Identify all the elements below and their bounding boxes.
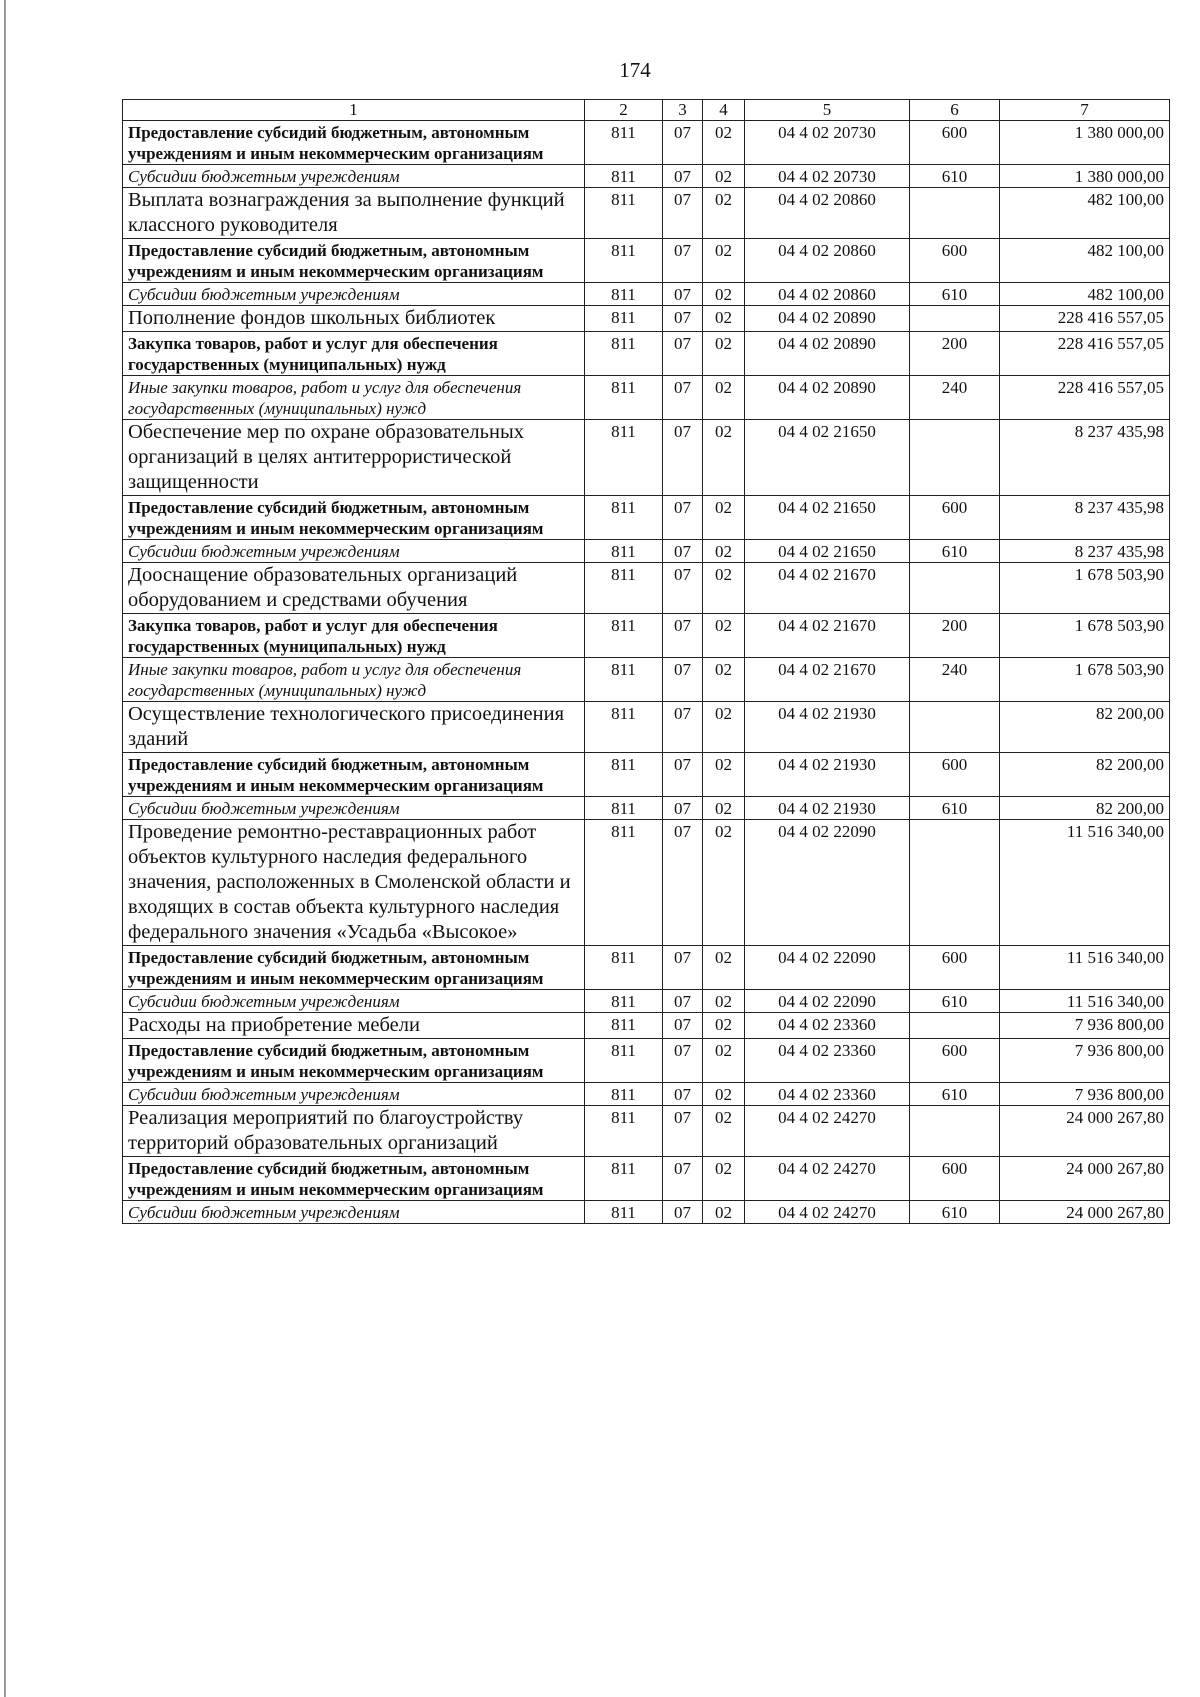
section-code: 07 xyxy=(663,1039,703,1083)
table-row xyxy=(123,820,1170,946)
budget-table xyxy=(122,99,1170,1224)
ministry-code: 811 xyxy=(585,563,663,614)
amount-value: 11 516 340,00 xyxy=(1000,990,1170,1013)
expense-item-name: Субсидии бюджетным учреждениям xyxy=(123,1083,585,1106)
ministry-code: 811 xyxy=(585,165,663,188)
expense-item-name: Закупка товаров, работ и услуг для обеспечения государственных (муниципальных) нужд xyxy=(123,614,585,658)
section-code: 07 xyxy=(663,283,703,306)
expense-item-name: Осуществление технологического присоединения зданий xyxy=(123,702,585,753)
ministry-code: 811 xyxy=(585,496,663,540)
table-row xyxy=(123,990,1170,1013)
table-row xyxy=(123,702,1170,753)
amount-value: 228 416 557,05 xyxy=(1000,332,1170,376)
section-code: 07 xyxy=(663,1201,703,1224)
amount-value: 1 678 503,90 xyxy=(1000,563,1170,614)
target-article-code: 04 4 02 20860 xyxy=(745,239,910,283)
ministry-code: 811 xyxy=(585,990,663,1013)
target-article-code: 04 4 02 23360 xyxy=(745,1013,910,1039)
subsection-code: 02 xyxy=(703,420,745,496)
table-row xyxy=(123,540,1170,563)
target-article-code: 04 4 02 21930 xyxy=(745,753,910,797)
table-row xyxy=(123,496,1170,540)
expense-type-code: 240 xyxy=(910,658,1000,702)
expense-item-name: Выплата вознаграждения за выполнение функций классного руководителя xyxy=(123,188,585,239)
ministry-code: 811 xyxy=(585,1013,663,1039)
target-article-code: 04 4 02 20890 xyxy=(745,376,910,420)
expense-type-code: 610 xyxy=(910,283,1000,306)
amount-value: 8 237 435,98 xyxy=(1000,496,1170,540)
subsection-code: 02 xyxy=(703,121,745,165)
expense-type-code: 600 xyxy=(910,753,1000,797)
ministry-code: 811 xyxy=(585,188,663,239)
section-code: 07 xyxy=(663,563,703,614)
expense-item-name: Закупка товаров, работ и услуг для обеспечения государственных (муниципальных) нужд xyxy=(123,332,585,376)
expense-type-code xyxy=(910,820,1000,946)
table-row xyxy=(123,121,1170,165)
section-code: 07 xyxy=(663,376,703,420)
expense-type-code: 200 xyxy=(910,614,1000,658)
table-row xyxy=(123,797,1170,820)
amount-value: 228 416 557,05 xyxy=(1000,376,1170,420)
expense-item-name: Субсидии бюджетным учреждениям xyxy=(123,165,585,188)
target-article-code: 04 4 02 24270 xyxy=(745,1106,910,1157)
subsection-code: 02 xyxy=(703,658,745,702)
amount-value: 82 200,00 xyxy=(1000,753,1170,797)
amount-value: 24 000 267,80 xyxy=(1000,1201,1170,1224)
ministry-code: 811 xyxy=(585,1083,663,1106)
subsection-code: 02 xyxy=(703,283,745,306)
expense-item-name: Предоставление субсидий бюджетным, автономным учреждениям и иным некоммерческим организациям xyxy=(123,121,585,165)
table-body xyxy=(123,121,1170,1224)
amount-value: 7 936 800,00 xyxy=(1000,1083,1170,1106)
expense-type-code xyxy=(910,306,1000,332)
target-article-code: 04 4 02 21650 xyxy=(745,540,910,563)
table-row xyxy=(123,614,1170,658)
column-header: 6 xyxy=(910,100,1000,121)
expense-item-name: Иные закупки товаров, работ и услуг для обеспечения государственных (муниципальных) нужд xyxy=(123,376,585,420)
table-row xyxy=(123,420,1170,496)
amount-value: 82 200,00 xyxy=(1000,797,1170,820)
table-row xyxy=(123,188,1170,239)
expense-type-code: 610 xyxy=(910,540,1000,563)
expense-item-name: Субсидии бюджетным учреждениям xyxy=(123,283,585,306)
expense-type-code: 200 xyxy=(910,332,1000,376)
target-article-code: 04 4 02 21670 xyxy=(745,658,910,702)
target-article-code: 04 4 02 20890 xyxy=(745,332,910,376)
expense-item-name: Субсидии бюджетным учреждениям xyxy=(123,990,585,1013)
section-code: 07 xyxy=(663,614,703,658)
subsection-code: 02 xyxy=(703,306,745,332)
expense-type-code: 600 xyxy=(910,946,1000,990)
amount-value: 7 936 800,00 xyxy=(1000,1039,1170,1083)
section-code: 07 xyxy=(663,165,703,188)
section-code: 07 xyxy=(663,496,703,540)
amount-value: 1 380 000,00 xyxy=(1000,165,1170,188)
section-code: 07 xyxy=(663,1083,703,1106)
amount-value: 228 416 557,05 xyxy=(1000,306,1170,332)
subsection-code: 02 xyxy=(703,702,745,753)
expense-type-code xyxy=(910,1013,1000,1039)
expense-item-name: Предоставление субсидий бюджетным, автономным учреждениям и иным некоммерческим организациям xyxy=(123,753,585,797)
subsection-code: 02 xyxy=(703,188,745,239)
expense-item-name: Расходы на приобретение мебели xyxy=(123,1013,585,1039)
ministry-code: 811 xyxy=(585,121,663,165)
table-row xyxy=(123,1013,1170,1039)
subsection-code: 02 xyxy=(703,563,745,614)
table-row xyxy=(123,1106,1170,1157)
expense-item-name: Предоставление субсидий бюджетным, автономным учреждениям и иным некоммерческим организациям xyxy=(123,1157,585,1201)
subsection-code: 02 xyxy=(703,332,745,376)
ministry-code: 811 xyxy=(585,1039,663,1083)
column-header: 7 xyxy=(1000,100,1170,121)
target-article-code: 04 4 02 21650 xyxy=(745,496,910,540)
expense-item-name: Проведение ремонтно-реставрационных работ объектов культурного наследия федерального значения, расположенных в Смоленской области и входящих в состав объекта культурного наследия федерального значения «Усадьба «Высокое» xyxy=(123,820,585,946)
ministry-code: 811 xyxy=(585,946,663,990)
subsection-code: 02 xyxy=(703,1013,745,1039)
table-row xyxy=(123,1201,1170,1224)
table-row xyxy=(123,563,1170,614)
ministry-code: 811 xyxy=(585,376,663,420)
expense-type-code: 610 xyxy=(910,165,1000,188)
column-number-row xyxy=(123,100,1170,121)
section-code: 07 xyxy=(663,797,703,820)
section-code: 07 xyxy=(663,702,703,753)
table-row xyxy=(123,658,1170,702)
column-header: 1 xyxy=(123,100,585,121)
section-code: 07 xyxy=(663,540,703,563)
ministry-code: 811 xyxy=(585,658,663,702)
ministry-code: 811 xyxy=(585,702,663,753)
expense-type-code xyxy=(910,188,1000,239)
amount-value: 24 000 267,80 xyxy=(1000,1157,1170,1201)
expense-item-name: Дооснащение образовательных организаций оборудованием и средствами обучения xyxy=(123,563,585,614)
section-code: 07 xyxy=(663,753,703,797)
target-article-code: 04 4 02 20860 xyxy=(745,188,910,239)
expense-item-name: Субсидии бюджетным учреждениям xyxy=(123,540,585,563)
amount-value: 11 516 340,00 xyxy=(1000,946,1170,990)
table-row xyxy=(123,376,1170,420)
table-row xyxy=(123,306,1170,332)
expense-item-name: Обеспечение мер по охране образовательных организаций в целях антитеррористической защищенности xyxy=(123,420,585,496)
table-row xyxy=(123,332,1170,376)
ministry-code: 811 xyxy=(585,1201,663,1224)
subsection-code: 02 xyxy=(703,165,745,188)
target-article-code: 04 4 02 24270 xyxy=(745,1157,910,1201)
expense-item-name: Реализация мероприятий по благоустройству территорий образовательных организаций xyxy=(123,1106,585,1157)
page-number: 174 xyxy=(619,58,651,82)
table-row xyxy=(123,1039,1170,1083)
amount-value: 7 936 800,00 xyxy=(1000,1013,1170,1039)
target-article-code: 04 4 02 20860 xyxy=(745,283,910,306)
section-code: 07 xyxy=(663,121,703,165)
expense-item-name: Предоставление субсидий бюджетным, автономным учреждениям и иным некоммерческим организациям xyxy=(123,1039,585,1083)
target-article-code: 04 4 02 23360 xyxy=(745,1083,910,1106)
table-row xyxy=(123,165,1170,188)
column-header: 2 xyxy=(585,100,663,121)
target-article-code: 04 4 02 20890 xyxy=(745,306,910,332)
ministry-code: 811 xyxy=(585,283,663,306)
subsection-code: 02 xyxy=(703,614,745,658)
ministry-code: 811 xyxy=(585,753,663,797)
ministry-code: 811 xyxy=(585,820,663,946)
ministry-code: 811 xyxy=(585,1157,663,1201)
table-row xyxy=(123,1157,1170,1201)
expense-item-name: Предоставление субсидий бюджетным, автономным учреждениям и иным некоммерческим организациям xyxy=(123,496,585,540)
target-article-code: 04 4 02 22090 xyxy=(745,946,910,990)
target-article-code: 04 4 02 21650 xyxy=(745,420,910,496)
amount-value: 8 237 435,98 xyxy=(1000,540,1170,563)
subsection-code: 02 xyxy=(703,1039,745,1083)
expense-item-name: Предоставление субсидий бюджетным, автономным учреждениям и иным некоммерческим организациям xyxy=(123,239,585,283)
amount-value: 482 100,00 xyxy=(1000,239,1170,283)
table-row xyxy=(123,753,1170,797)
target-article-code: 04 4 02 24270 xyxy=(745,1201,910,1224)
target-article-code: 04 4 02 21930 xyxy=(745,702,910,753)
table-row xyxy=(123,239,1170,283)
subsection-code: 02 xyxy=(703,820,745,946)
section-code: 07 xyxy=(663,420,703,496)
expense-type-code xyxy=(910,420,1000,496)
expense-type-code: 610 xyxy=(910,1083,1000,1106)
ministry-code: 811 xyxy=(585,540,663,563)
subsection-code: 02 xyxy=(703,946,745,990)
ministry-code: 811 xyxy=(585,420,663,496)
subsection-code: 02 xyxy=(703,1083,745,1106)
expense-item-name: Пополнение фондов школьных библиотек xyxy=(123,306,585,332)
subsection-code: 02 xyxy=(703,496,745,540)
subsection-code: 02 xyxy=(703,540,745,563)
expense-item-name: Иные закупки товаров, работ и услуг для обеспечения государственных (муниципальных) нужд xyxy=(123,658,585,702)
ministry-code: 811 xyxy=(585,797,663,820)
subsection-code: 02 xyxy=(703,990,745,1013)
column-header: 4 xyxy=(703,100,745,121)
section-code: 07 xyxy=(663,1013,703,1039)
subsection-code: 02 xyxy=(703,1201,745,1224)
expense-type-code: 600 xyxy=(910,121,1000,165)
section-code: 07 xyxy=(663,1106,703,1157)
ministry-code: 811 xyxy=(585,1106,663,1157)
ministry-code: 811 xyxy=(585,239,663,283)
expense-item-name: Субсидии бюджетным учреждениям xyxy=(123,1201,585,1224)
target-article-code: 04 4 02 21670 xyxy=(745,563,910,614)
section-code: 07 xyxy=(663,820,703,946)
section-code: 07 xyxy=(663,990,703,1013)
section-code: 07 xyxy=(663,946,703,990)
amount-value: 1 678 503,90 xyxy=(1000,658,1170,702)
amount-value: 24 000 267,80 xyxy=(1000,1106,1170,1157)
amount-value: 11 516 340,00 xyxy=(1000,820,1170,946)
section-code: 07 xyxy=(663,188,703,239)
section-code: 07 xyxy=(663,239,703,283)
column-header: 5 xyxy=(745,100,910,121)
target-article-code: 04 4 02 21930 xyxy=(745,797,910,820)
amount-value: 1 380 000,00 xyxy=(1000,121,1170,165)
expense-type-code: 600 xyxy=(910,239,1000,283)
amount-value: 482 100,00 xyxy=(1000,188,1170,239)
ministry-code: 811 xyxy=(585,306,663,332)
subsection-code: 02 xyxy=(703,797,745,820)
expense-item-name: Предоставление субсидий бюджетным, автономным учреждениям и иным некоммерческим организациям xyxy=(123,946,585,990)
ministry-code: 811 xyxy=(585,332,663,376)
section-code: 07 xyxy=(663,332,703,376)
amount-value: 482 100,00 xyxy=(1000,283,1170,306)
ministry-code: 811 xyxy=(585,614,663,658)
expense-type-code: 600 xyxy=(910,1039,1000,1083)
subsection-code: 02 xyxy=(703,1157,745,1201)
amount-value: 8 237 435,98 xyxy=(1000,420,1170,496)
expense-type-code xyxy=(910,1106,1000,1157)
target-article-code: 04 4 02 22090 xyxy=(745,990,910,1013)
section-code: 07 xyxy=(663,658,703,702)
expense-type-code: 610 xyxy=(910,797,1000,820)
expense-type-code: 240 xyxy=(910,376,1000,420)
expense-type-code xyxy=(910,563,1000,614)
expense-type-code: 610 xyxy=(910,990,1000,1013)
amount-value: 1 678 503,90 xyxy=(1000,614,1170,658)
target-article-code: 04 4 02 20730 xyxy=(745,165,910,188)
target-article-code: 04 4 02 23360 xyxy=(745,1039,910,1083)
target-article-code: 04 4 02 21670 xyxy=(745,614,910,658)
amount-value: 82 200,00 xyxy=(1000,702,1170,753)
table-row xyxy=(123,283,1170,306)
table-row xyxy=(123,946,1170,990)
scan-edge-line xyxy=(4,0,6,1697)
expense-type-code: 600 xyxy=(910,1157,1000,1201)
expense-type-code: 600 xyxy=(910,496,1000,540)
target-article-code: 04 4 02 20730 xyxy=(745,121,910,165)
target-article-code: 04 4 02 22090 xyxy=(745,820,910,946)
subsection-code: 02 xyxy=(703,239,745,283)
table-row xyxy=(123,1083,1170,1106)
subsection-code: 02 xyxy=(703,1106,745,1157)
expense-type-code xyxy=(910,702,1000,753)
section-code: 07 xyxy=(663,1157,703,1201)
expense-type-code: 610 xyxy=(910,1201,1000,1224)
section-code: 07 xyxy=(663,306,703,332)
subsection-code: 02 xyxy=(703,753,745,797)
subsection-code: 02 xyxy=(703,376,745,420)
column-header: 3 xyxy=(663,100,703,121)
expense-item-name: Субсидии бюджетным учреждениям xyxy=(123,797,585,820)
